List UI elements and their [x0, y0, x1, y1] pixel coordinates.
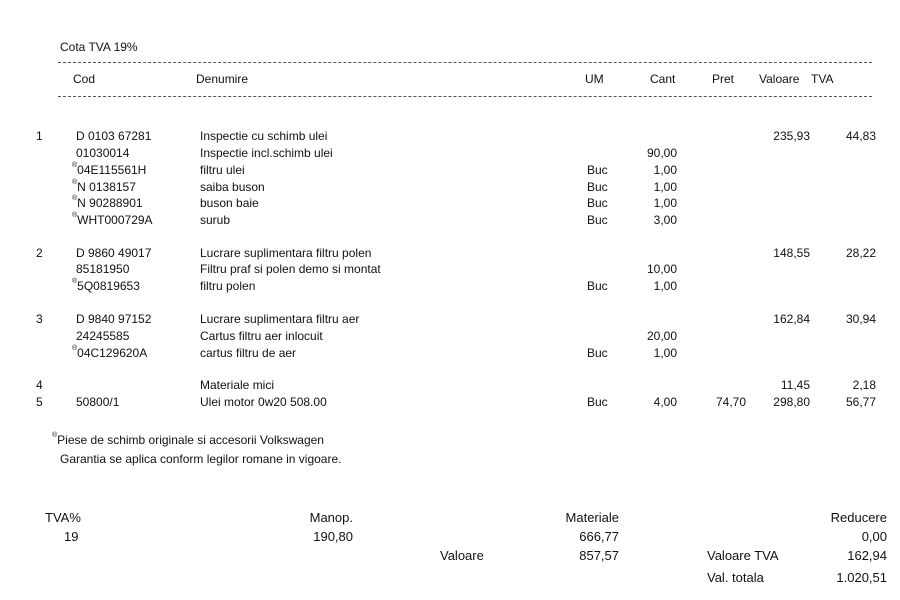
row-code: ®N 90288901 [72, 195, 143, 210]
row-unit: Buc [587, 213, 608, 227]
row-code: D 9840 97152 [76, 312, 152, 326]
col-denumire: Denumire [196, 72, 249, 86]
tva-rate-label: Cota TVA 19% [60, 40, 138, 54]
row-tva: 2,18 [852, 378, 876, 392]
row-number: 5 [36, 395, 43, 409]
row-name: cartus filtru de aer [200, 346, 297, 360]
row-unit: Buc [587, 196, 608, 210]
row-code: 50800/1 [76, 395, 120, 409]
registered-mark-icon: ® [72, 212, 78, 219]
registered-mark-icon: ® [72, 345, 78, 352]
row-name: filtru ulei [200, 163, 245, 177]
row-price: 74,70 [715, 395, 746, 409]
row-name: Ulei motor 0w20 508.00 [200, 395, 327, 409]
row-value: 11,45 [780, 378, 810, 392]
header-bottom-separator [58, 96, 872, 97]
row-unit: Buc [587, 279, 608, 293]
row-unit: Buc [587, 395, 608, 409]
row-quantity: 1,00 [653, 279, 677, 293]
row-name: Inspectie incl.schimb ulei [200, 146, 333, 160]
summary-valoare-value: 857,57 [579, 548, 619, 563]
warranty-note: Garantia se aplica conform legilor romane in vigoare. [60, 452, 342, 466]
row-quantity: 10,00 [646, 262, 677, 276]
row-number: 1 [36, 129, 43, 143]
row-value: 162,84 [773, 312, 810, 326]
summary-total-value: 1.020,51 [836, 570, 887, 585]
row-code: ®5Q0819653 [72, 278, 140, 293]
col-tva: TVA [811, 72, 834, 86]
row-number: 3 [36, 312, 43, 326]
row-quantity: 1,00 [653, 163, 677, 177]
row-name: Materiale mici [200, 378, 275, 392]
col-um: UM [585, 72, 604, 86]
row-code: ®WHT000729A [72, 212, 153, 227]
col-valoare: Valoare [759, 72, 800, 86]
row-quantity: 1,00 [653, 346, 677, 360]
original-parts-note: ®Piese de schimb originale si accesorii Volkswagen [52, 432, 324, 447]
row-code: ®04E115561H [72, 162, 147, 177]
row-code: D 0103 67281 [76, 129, 152, 143]
row-quantity: 1,00 [653, 180, 677, 194]
row-name: Lucrare suplimentara filtru aer [200, 312, 360, 326]
registered-mark-icon: ® [72, 195, 78, 202]
summary-tva-label: TVA% [45, 510, 81, 525]
row-quantity: 3,00 [653, 213, 677, 227]
row-number: 4 [36, 378, 43, 392]
row-name: buson baie [200, 196, 259, 210]
col-cant: Cant [650, 72, 676, 86]
row-name: surub [200, 213, 231, 227]
col-cod: Cod [73, 72, 96, 86]
row-code: ®04C129620A [72, 345, 148, 360]
col-pret: Pret [712, 72, 735, 86]
row-tva: 44,83 [845, 129, 876, 143]
summary-materiale-value: 666,77 [579, 529, 619, 544]
summary-valoare-tva-label: Valoare TVA [707, 548, 779, 563]
row-code: D 9860 49017 [76, 246, 152, 260]
row-tva: 28,22 [845, 246, 876, 260]
row-number: 2 [36, 246, 43, 260]
row-quantity: 20,00 [646, 329, 677, 343]
summary-reducere-label: Reducere [830, 510, 887, 525]
registered-mark-icon: ® [52, 432, 58, 439]
row-value: 298,80 [773, 395, 810, 409]
row-name: Lucrare suplimentara filtru polen [200, 246, 372, 260]
row-code: 24245585 [76, 329, 130, 343]
summary-reducere-value: 0,00 [861, 529, 887, 544]
summary-manop-label: Manop. [309, 510, 353, 525]
summary-manop-value: 190,80 [313, 529, 353, 544]
row-quantity: 4,00 [653, 395, 677, 409]
row-name: Cartus filtru aer inlocuit [200, 329, 323, 343]
row-code: ®N 0138157 [72, 179, 136, 194]
summary-materiale-label: Materiale [565, 510, 619, 525]
row-tva: 30,94 [845, 312, 876, 326]
row-name: Inspectie cu schimb ulei [200, 129, 328, 143]
row-name: filtru polen [200, 279, 256, 293]
row-quantity: 1,00 [653, 196, 677, 210]
summary-valoare-label: Valoare [440, 548, 484, 563]
registered-mark-icon: ® [72, 162, 78, 169]
summary-tva-value: 19 [64, 529, 79, 544]
row-unit: Buc [587, 346, 608, 360]
row-value: 148,55 [773, 246, 810, 260]
registered-mark-icon: ® [72, 278, 78, 285]
registered-mark-icon: ® [72, 179, 78, 186]
row-code: 01030014 [76, 146, 130, 160]
row-unit: Buc [587, 180, 608, 194]
row-code: 85181950 [76, 262, 130, 276]
row-value: 235,93 [773, 129, 810, 143]
row-quantity: 90,00 [646, 146, 677, 160]
row-name: Filtru praf si polen demo si montat [200, 262, 381, 276]
row-unit: Buc [587, 163, 608, 177]
summary-valoare-tva-value: 162,94 [847, 548, 887, 563]
header-top-separator [58, 62, 872, 63]
summary-total-label: Val. totala [707, 570, 764, 585]
row-tva: 56,77 [845, 395, 876, 409]
row-name: saiba buson [200, 180, 265, 194]
